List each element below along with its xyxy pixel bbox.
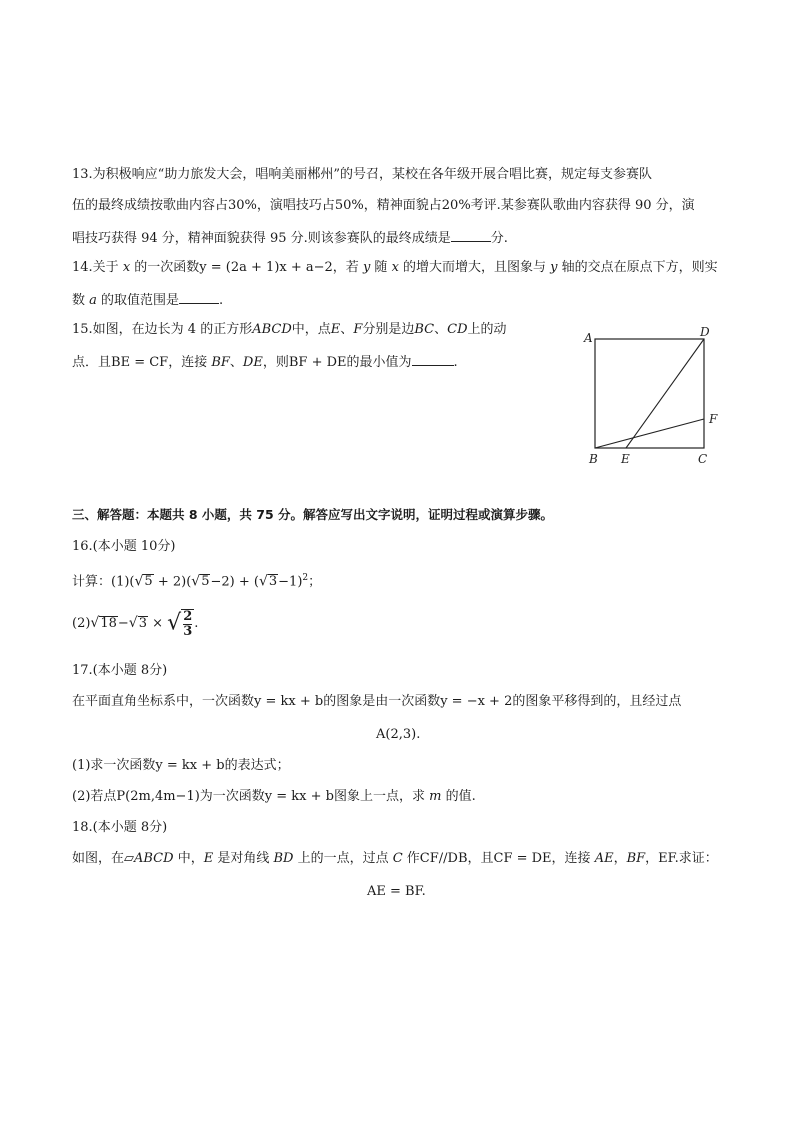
var-y: y: [550, 260, 558, 275]
q13-line-3: [72, 228, 508, 248]
q16-part-1: [72, 569, 321, 591]
label-d: D: [700, 325, 710, 339]
label-c: C: [698, 452, 708, 466]
text: 的一次函数: [130, 260, 200, 275]
q15-line-2: [72, 352, 458, 372]
var-a: a: [89, 293, 97, 308]
text: −: [117, 616, 129, 631]
exponent: 2: [302, 573, 309, 583]
sqrt-symbol: √: [191, 573, 201, 590]
label-f: F: [709, 412, 718, 426]
text: 中，点: [291, 322, 331, 337]
q17-part-1: (1)求一次函数y = kx + b的表达式；: [72, 758, 290, 773]
q15-line-1: [72, 321, 507, 339]
text: (2)若点P(2m,4m−1)为一次函数y = kx + b图象上一点，求: [72, 789, 430, 804]
var-f: F: [353, 322, 363, 337]
square-figure: [576, 322, 726, 468]
radicand: 5: [144, 574, 153, 590]
expression: BF + DE: [288, 355, 347, 370]
segment-de: [626, 339, 704, 448]
text: 、: [229, 355, 243, 370]
function-expr: y = (2a + 1)x + a−2: [199, 260, 333, 275]
q17-line-1: 在平面直角坐标系中，一次函数y = kx + b的图象是由一次函数y = −x + 2的图象平移得到的，且经过点: [72, 694, 682, 709]
label-e: E: [621, 452, 630, 466]
text: 上的动: [467, 322, 507, 337]
var-e: E: [330, 322, 341, 337]
denominator: 3: [183, 623, 193, 639]
q14-line-2: [72, 290, 223, 310]
var-de: DE: [242, 355, 263, 370]
text: 的取值范围是: [96, 293, 180, 308]
var-abcd: ABCD: [252, 322, 292, 337]
q18-goal: AE = BF.: [367, 884, 426, 899]
radicand: 18: [100, 616, 117, 631]
text: (2): [72, 616, 91, 631]
var-ae: AE: [594, 851, 614, 866]
section-heading: 三、解答题：本题共 8 小题，共 75 分。解答应写出文字说明，证明过程或演算步骤。: [72, 507, 554, 522]
text: ，: [613, 851, 627, 866]
q17-point: A(2,3).: [376, 727, 421, 742]
q18-line-1: [72, 850, 718, 868]
var-x: x: [391, 260, 399, 275]
fraction: [181, 609, 194, 639]
var-y: y: [362, 260, 371, 275]
var-bf: BF: [211, 355, 230, 370]
text: −2) + (: [210, 574, 259, 590]
q16-part-2: [72, 608, 198, 639]
q13-unit: 分.: [490, 231, 508, 246]
text: 数: [72, 293, 90, 308]
sqrt-symbol: √: [90, 615, 100, 631]
text: 点．且: [72, 355, 112, 370]
answer-blank[interactable]: [179, 290, 219, 304]
square-abcd: [595, 339, 704, 448]
label-a: A: [584, 331, 593, 345]
text: 作CF//DB，且CF = DE，连接: [402, 851, 595, 866]
var-abcd: ABCD: [134, 851, 174, 866]
text: ；: [308, 574, 322, 590]
text: .: [219, 293, 224, 308]
q13-line-3-text: 唱技巧获得 94 分，精神面貌获得 95 分.则该参赛队的最终成绩是: [72, 231, 451, 246]
text: 15.如图，在边长为 4 的正方形: [72, 322, 253, 337]
text: 14.关于: [72, 260, 123, 275]
answer-blank[interactable]: [412, 352, 454, 366]
text: .: [194, 616, 199, 631]
var-bc: BC: [414, 322, 435, 337]
text: 轴的交点在原点下方，则实: [557, 260, 718, 275]
q17-heading: 17.(本小题 8分): [72, 663, 168, 678]
text: 的增大而增大，且图象与: [398, 260, 551, 275]
q16-heading: 16.(本小题 10分): [72, 539, 176, 554]
numerator: 2: [183, 608, 193, 624]
q13-line-1: 13.为积极响应“助力旅发大会，唱响美丽郴州”的号召，某校在各年级开展合唱比赛，规定每支参赛队: [72, 167, 652, 182]
text: 的值.: [441, 789, 476, 804]
text: 分别是边: [362, 322, 415, 337]
text: .: [453, 355, 458, 370]
text: ×: [148, 616, 168, 631]
text: 上的一点，过点: [293, 851, 393, 866]
equation: BE = CF: [111, 355, 169, 370]
sqrt-symbol: √: [128, 615, 138, 631]
q18-heading: 18.(本小题 8分): [72, 820, 168, 835]
text: 的最小值为: [346, 355, 412, 370]
radicand: 3: [268, 574, 278, 590]
var-cd: CD: [447, 322, 468, 337]
var-x: x: [122, 260, 131, 275]
sqrt-symbol: √: [258, 573, 268, 590]
answer-blank[interactable]: [451, 228, 491, 242]
label-b: B: [589, 452, 598, 466]
sqrt-symbol: √: [134, 573, 144, 590]
var-c: C: [392, 851, 403, 866]
text: ，若: [332, 260, 363, 275]
text: 中，: [173, 851, 204, 866]
text: + 2)(: [153, 574, 192, 590]
radicand: 5: [201, 574, 210, 590]
text: 计算：(1)(: [72, 574, 135, 590]
text: 如图，在▱: [72, 851, 134, 866]
var-m: m: [429, 789, 442, 804]
sqrt-symbol: √: [167, 610, 182, 636]
text: −1): [278, 574, 303, 590]
radicand: 3: [138, 616, 147, 631]
var-bf: BF: [626, 851, 646, 866]
q17-part-2: [72, 788, 476, 806]
segment-bf: [595, 419, 704, 448]
text: 、: [340, 322, 354, 337]
text: ，则: [262, 355, 289, 370]
q13-line-2: 伍的最终成绩按歌曲内容占30%，演唱技巧占50%，精神面貌占20%考评.某参赛队歌曲内容获得 90 分，演: [72, 198, 695, 213]
text: 是对角线: [213, 851, 274, 866]
var-bd: BD: [273, 851, 294, 866]
q14-line-1: [72, 259, 718, 277]
text: ，连接: [168, 355, 212, 370]
text: ，EF.求证：: [645, 851, 718, 866]
var-e: E: [203, 851, 214, 866]
text: 随: [370, 260, 392, 275]
text: 、: [434, 322, 448, 337]
